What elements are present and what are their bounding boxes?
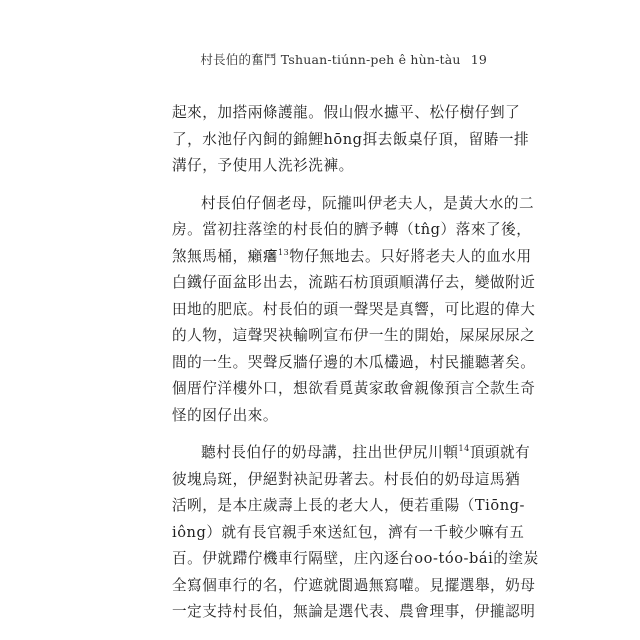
text-line: 百。伊就蹛佇機車行隔壁，庄內逐台oo-tóo-bái的塗炭 — [172, 550, 539, 567]
text-line: 個厝佇洋樓外口，想欲看覓黃家敢會親像預言仝款生奇 — [172, 380, 536, 397]
text-line: 全寫個車行的名，佇遮就閬過無寫嚾。見擺選舉，奶母 — [172, 576, 536, 594]
text-line: 起來，加搭兩條護龍。假山假水攄平、松仔樹仔剉了 — [172, 104, 521, 121]
text-line: 聽村長伯仔的奶母講，拄出世伊尻川䫌$^{14}$頂頭就有 — [201, 444, 531, 461]
text-line: 溝仔，予使用人洗衫洗褲。 — [172, 157, 354, 174]
body-text — [172, 100, 539, 626]
text-line: 的人物，這聲哭袂輸咧宣布伊一生的開始，屎屎尿尿之 — [172, 327, 536, 344]
page-number: 19 — [470, 52, 487, 67]
text-line — [172, 244, 532, 271]
footnote-marker: 14 — [458, 444, 470, 453]
footnote-marker: 13 — [278, 247, 290, 257]
text-line: 房。當初拄落塗的村長伯的臍予轉（tn̂g）落來了後， — [172, 221, 532, 238]
text-line: 活咧，是本庄歲壽上長的老大人，便若重陽（Tiōng- — [172, 497, 526, 514]
text-line: 田地的肥底。村長伯的頭一聲哭是真響，可比遐的偉大 — [172, 300, 536, 318]
running-header — [200, 50, 487, 68]
text-line: 一定支持村長伯，無論是選代表、農會理事，伊攏認明 — [172, 603, 536, 620]
text-line: 間的一生。哭聲反牆仔邊的木瓜欉過，村民攏聽著矣。 — [172, 353, 536, 371]
text-line: 怪的囡仔出來。 — [172, 406, 279, 424]
text-line: 白鐵仔面盆䀐出去，流踮石枋頂頭順溝仔去，變做附近 — [172, 274, 536, 291]
text-line: 彼塊烏斑，伊絕對袂記毋著去。村長伯的奶母這馬猶 — [172, 470, 521, 488]
text-line: 了，水池仔內飼的錦鯉hōng挕去飯桌仔頂，留賰一排 — [172, 130, 530, 148]
text-line: iông）就有長官親手來送紅包，濟有一千較少嘛有五 — [172, 523, 525, 541]
text-line-part: 煞無馬桶，癩𤺪$^{13}$物仔無地去。只好將老夫人的血水用 — [172, 247, 532, 265]
running-title: 村長伯的奮鬥 Tshuan-tiúnn-peh ê hùn-tàu — [200, 52, 461, 67]
text-line: 村長伯仔個老母，阮攏叫伊老夫人，是黃大水的二 — [201, 194, 535, 212]
